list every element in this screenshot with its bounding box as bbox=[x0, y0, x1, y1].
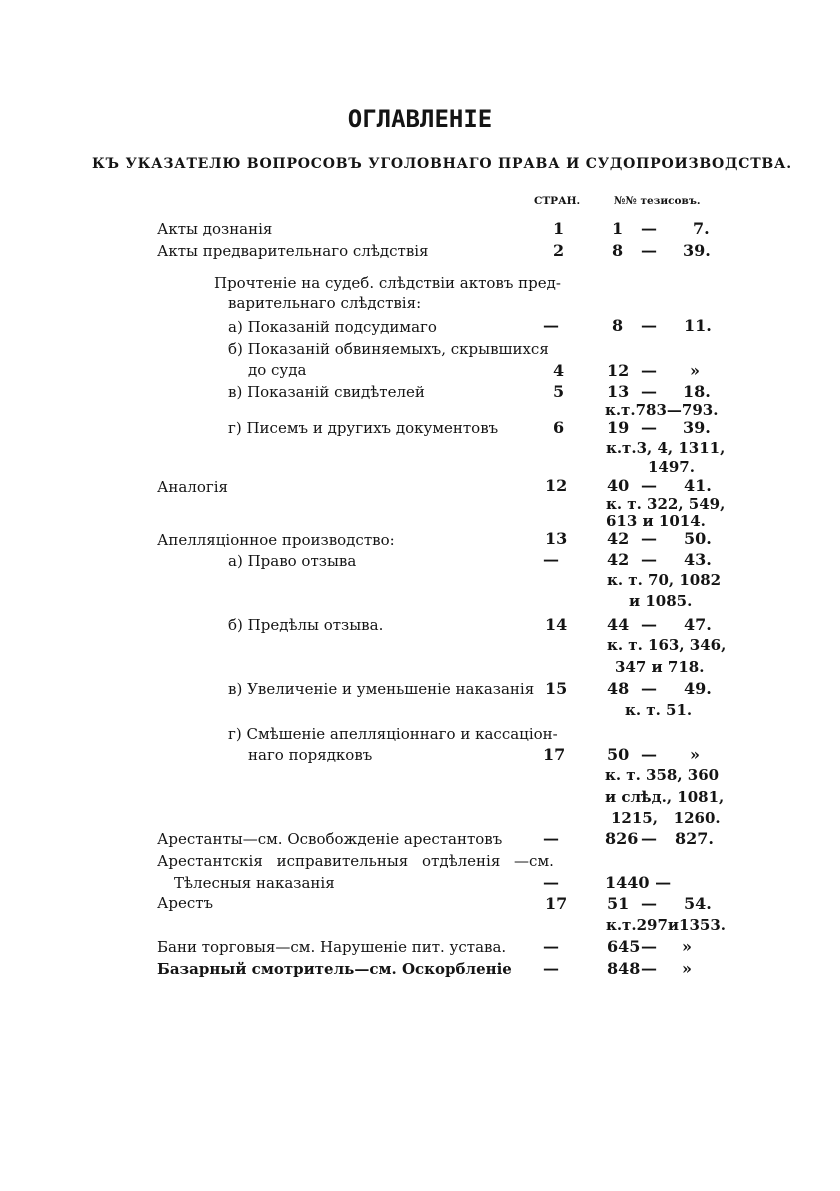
entry-thesis-to: 39. bbox=[683, 241, 711, 260]
cross-reference: к.т.297и1353. bbox=[606, 916, 726, 934]
entry-label: Базарный смотритель—см. Оскорбленіе bbox=[157, 960, 512, 978]
entry-thesis-to: 49. bbox=[684, 679, 712, 698]
entry-thesis-from: 48 bbox=[607, 679, 630, 698]
entry-label: в) Показаній свидѣтелей bbox=[228, 383, 425, 401]
cross-reference: 613 и 1014. bbox=[606, 512, 706, 530]
entry-label: в) Увеличеніе и уменьшеніе наказанія bbox=[228, 680, 535, 698]
entry-thesis-to: 39. bbox=[683, 418, 711, 437]
entry-label-line1: г) Смѣшеніе апелляціоннаго и кассаціон- bbox=[228, 725, 558, 743]
subtitle: КЪ УКАЗАТЕЛЮ ВОПРОСОВЪ УГОЛОВНАГО ПРАВА И СУДОПРОИЗВОДСТВА. bbox=[92, 156, 792, 172]
entry-page: — bbox=[543, 316, 559, 335]
entry-page: — bbox=[543, 829, 559, 848]
entry-dash: — bbox=[641, 615, 657, 634]
entry-label: Акты дознанія bbox=[157, 220, 273, 238]
entry-label-line2: до суда bbox=[248, 361, 307, 379]
entry-thesis-from: 42 bbox=[607, 529, 630, 548]
entry-thesis-from: 1 bbox=[612, 219, 624, 238]
entry-thesis-from: 44 bbox=[607, 615, 630, 634]
entry-page: 1 bbox=[553, 219, 565, 238]
cross-reference: к. т. 51. bbox=[625, 701, 693, 719]
entry-thesis-from: 13 bbox=[607, 382, 630, 401]
entry-page: 15 bbox=[545, 679, 568, 698]
entry-page: 14 bbox=[545, 615, 568, 634]
entry-page: 17 bbox=[545, 894, 568, 913]
entry-thesis-to: » bbox=[690, 745, 700, 764]
entry-thesis-from: 19 bbox=[607, 418, 630, 437]
entry-thesis-to: 11. bbox=[684, 316, 712, 335]
cross-reference: и 1085. bbox=[629, 592, 693, 610]
entry-dash: — bbox=[641, 745, 657, 764]
cross-reference: и слѣд., 1081, bbox=[605, 788, 725, 806]
entry-label: Арестанты—см. Освобожденіе арестантовъ bbox=[157, 830, 503, 848]
entry-thesis-to: » bbox=[682, 937, 692, 956]
entry-label: а) Показаній подсудимаго bbox=[228, 318, 437, 336]
cross-reference: к. т. 70, 1082 bbox=[607, 571, 722, 589]
cross-reference: 347 и 718. bbox=[615, 658, 705, 676]
entry-label: Бани торговыя—см. Нарушеніе пит. устава. bbox=[157, 938, 507, 956]
entry-page: — bbox=[543, 959, 559, 978]
entry-thesis-to: 54. bbox=[684, 894, 712, 913]
entry-thesis-from: 8 bbox=[612, 316, 624, 335]
entry-dash: — bbox=[641, 829, 657, 848]
cross-reference: к. т. 322, 549, bbox=[606, 495, 726, 513]
entry-label: а) Право отзыва bbox=[228, 552, 357, 570]
entry-thesis-to: 41. bbox=[684, 476, 712, 495]
cross-reference: 1497. bbox=[648, 458, 695, 476]
entry-label: Аналогія bbox=[157, 478, 228, 496]
cross-reference: 1215, 1260. bbox=[611, 809, 721, 827]
entry-dash: — bbox=[641, 476, 657, 495]
entry-label-line1: Прочтеніе на судеб. слѣдствіи актовъ пред- bbox=[214, 274, 561, 292]
entry-page: 13 bbox=[545, 529, 568, 548]
entry-label-line2: Тѣлесныя наказанія bbox=[174, 874, 335, 892]
entry-thesis-from: 51 bbox=[607, 894, 630, 913]
entry-label: Арестъ bbox=[157, 894, 214, 912]
entry-thesis-from: 50 bbox=[607, 745, 630, 764]
entry-dash: — bbox=[641, 679, 657, 698]
column-header-page: СТРАН. bbox=[534, 195, 581, 207]
entry-label-line2: варительнаго слѣдствія: bbox=[228, 294, 422, 312]
entry-dash: — bbox=[641, 550, 657, 569]
entry-page: 17 bbox=[543, 745, 566, 764]
entry-dash: — bbox=[641, 418, 657, 437]
entry-label: Апелляціонное производство: bbox=[157, 531, 395, 549]
entry-page: — bbox=[543, 937, 559, 956]
cross-reference: к.т.783—793. bbox=[605, 401, 719, 419]
cross-reference: к. т. 358, 360 bbox=[605, 766, 720, 784]
entry-thesis-to: 43. bbox=[684, 550, 712, 569]
entry-thesis-from: 8 bbox=[612, 241, 624, 260]
entry-label: г) Писемъ и другихъ документовъ bbox=[228, 419, 499, 437]
entry-thesis-to: 47. bbox=[684, 615, 712, 634]
entry-dash: — bbox=[641, 361, 657, 380]
entry-page: 2 bbox=[553, 241, 565, 260]
entry-dash: — bbox=[641, 382, 657, 401]
entry-page: 6 bbox=[553, 418, 565, 437]
entry-thesis-to: 50. bbox=[684, 529, 712, 548]
entry-label-line1: Арестантскія исправительныя отдѣленія —см. bbox=[157, 852, 554, 870]
entry-thesis-from: 645 bbox=[607, 937, 641, 956]
entry-dash: — bbox=[641, 316, 657, 335]
entry-page: — bbox=[543, 550, 559, 569]
entry-page: 4 bbox=[553, 361, 565, 380]
entry-thesis-to: 827. bbox=[675, 829, 714, 848]
entry-dash: — bbox=[641, 241, 657, 260]
entry-label: Акты предварительнаго слѣдствія bbox=[157, 242, 429, 260]
entry-thesis-to: » bbox=[690, 361, 700, 380]
entry-thesis-from: 40 bbox=[607, 476, 630, 495]
entry-thesis-to: 18. bbox=[683, 382, 711, 401]
entry-thesis-from: 848 bbox=[607, 959, 641, 978]
entry-thesis-from: 12 bbox=[607, 361, 630, 380]
entry-label-line2: наго порядковъ bbox=[248, 746, 373, 764]
entry-label: б) Предѣлы отзыва. bbox=[228, 616, 384, 634]
entry-page: 12 bbox=[545, 476, 568, 495]
entry-dash: — bbox=[641, 937, 657, 956]
entry-thesis-from: 42 bbox=[607, 550, 630, 569]
entry-page: 5 bbox=[553, 382, 565, 401]
page-title: ОГЛАВЛЕНІЕ bbox=[347, 105, 493, 133]
entry-dash: — bbox=[641, 529, 657, 548]
entry-page: — bbox=[543, 873, 559, 892]
entry-thesis-from: 1440 — bbox=[605, 873, 672, 892]
entry-thesis-to: 7. bbox=[693, 219, 710, 238]
entry-dash: — bbox=[641, 219, 657, 238]
entry-dash: — bbox=[641, 894, 657, 913]
entry-thesis-to: » bbox=[682, 959, 692, 978]
entry-dash: — bbox=[641, 959, 657, 978]
column-header-theses: №№ тезисовъ. bbox=[614, 195, 701, 207]
entry-label-line1: б) Показаній обвиняемыхъ, скрывшихся bbox=[228, 340, 549, 358]
cross-reference: к.т.3, 4, 1311, bbox=[606, 439, 726, 457]
cross-reference: к. т. 163, 346, bbox=[607, 636, 727, 654]
entry-thesis-from: 826 bbox=[605, 829, 639, 848]
